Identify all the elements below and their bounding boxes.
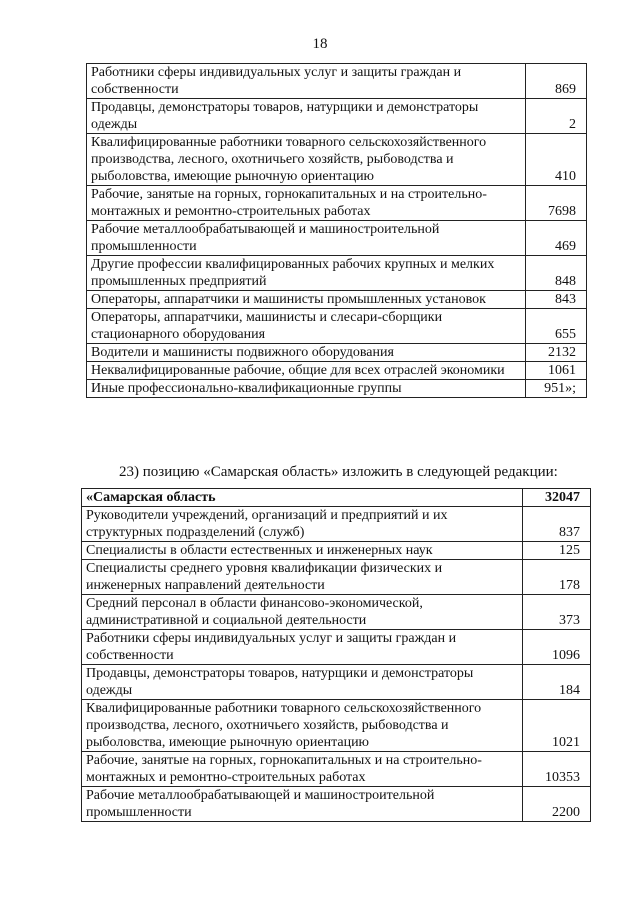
- row-value: 655: [526, 309, 587, 344]
- row-name: Работники сферы индивидуальных услуг и защиты граждан и собственности: [82, 630, 523, 665]
- row-value: 2132: [526, 344, 587, 362]
- region-total: 32047: [523, 489, 591, 507]
- row-name: Специалисты среднего уровня квалификации физических и инженерных направлений деятельности: [82, 560, 523, 595]
- row-name: Другие профессии квалифицированных рабочих крупных и мелких промышленных предприятий: [87, 256, 526, 291]
- row-name: Операторы, аппаратчики, машинисты и слесари-сборщики стационарного оборудования: [87, 309, 526, 344]
- row-name: Рабочие металлообрабатывающей и машиностроительной промышленности: [87, 221, 526, 256]
- table-row: [82, 787, 591, 822]
- row-name: Неквалифицированные рабочие, общие для всех отраслей экономики: [87, 362, 526, 380]
- row-name: Квалифицированные работники товарного сельскохозяйственного производства, лесного, охотничьего хозяйств, рыбоводства и рыболовства, имеющие рыночную ориентацию: [87, 134, 526, 186]
- region-name: «Самарская область: [82, 489, 523, 507]
- row-name: Специалисты в области естественных и инженерных наук: [82, 542, 523, 560]
- row-value: 184: [523, 665, 591, 700]
- amendment-instruction: 23) позицию «Самарская область» изложить в следующей редакции:: [119, 464, 558, 480]
- table-row: [87, 134, 587, 186]
- row-value: 951»;: [526, 380, 587, 398]
- table-row: [87, 309, 587, 344]
- row-value: 843: [526, 291, 587, 309]
- table-row: [87, 256, 587, 291]
- row-name: Руководители учреждений, организаций и предприятий и их структурных подразделений (служб): [82, 507, 523, 542]
- table-row: [87, 380, 587, 398]
- row-value: 125: [523, 542, 591, 560]
- row-name: Иные профессионально-квалификационные группы: [87, 380, 526, 398]
- table-row: [87, 99, 587, 134]
- row-name: Продавцы, демонстраторы товаров, натурщики и демонстраторы одежды: [87, 99, 526, 134]
- row-value: 469: [526, 221, 587, 256]
- samara-region-table: [81, 488, 591, 822]
- row-value: 869: [526, 64, 587, 99]
- row-name: Водители и машинисты подвижного оборудования: [87, 344, 526, 362]
- region-header-row: [82, 489, 591, 507]
- table-row: [82, 752, 591, 787]
- row-value: 10353: [523, 752, 591, 787]
- row-value: 848: [526, 256, 587, 291]
- table-row: [87, 291, 587, 309]
- table-row: [82, 630, 591, 665]
- table-row: [82, 700, 591, 752]
- row-value: 837: [523, 507, 591, 542]
- row-name: Работники сферы индивидуальных услуг и защиты граждан и собственности: [87, 64, 526, 99]
- row-name: Рабочие, занятые на горных, горнокапитальных и на строительно-монтажных и ремонтно-строительных работах: [82, 752, 523, 787]
- table-row: [82, 560, 591, 595]
- profession-table-continued: [86, 63, 587, 398]
- table-row: [87, 186, 587, 221]
- row-value: 2: [526, 99, 587, 134]
- table-row: [82, 595, 591, 630]
- row-value: 1096: [523, 630, 591, 665]
- table-row: [82, 542, 591, 560]
- row-name: Рабочие металлообрабатывающей и машиностроительной промышленности: [82, 787, 523, 822]
- row-value: 373: [523, 595, 591, 630]
- row-value: 410: [526, 134, 587, 186]
- row-name: Операторы, аппаратчики и машинисты промышленных установок: [87, 291, 526, 309]
- row-value: 1021: [523, 700, 591, 752]
- row-value: 1061: [526, 362, 587, 380]
- table-row: [82, 507, 591, 542]
- table-row: [87, 362, 587, 380]
- table-row: [87, 344, 587, 362]
- row-name: Продавцы, демонстраторы товаров, натурщики и демонстраторы одежды: [82, 665, 523, 700]
- page-number: 18: [312, 36, 328, 52]
- row-value: 2200: [523, 787, 591, 822]
- table-row: [87, 221, 587, 256]
- table-row: [87, 64, 587, 99]
- row-name: Рабочие, занятые на горных, горнокапитальных и на строительно-монтажных и ремонтно-строительных работах: [87, 186, 526, 221]
- row-name: Квалифицированные работники товарного сельскохозяйственного производства, лесного, охотничьего хозяйств, рыбоводства и рыболовства, имеющие рыночную ориентацию: [82, 700, 523, 752]
- table-row: [82, 665, 591, 700]
- row-name: Средний персонал в области финансово-экономической, административной и социальной деятельности: [82, 595, 523, 630]
- row-value: 178: [523, 560, 591, 595]
- row-value: 7698: [526, 186, 587, 221]
